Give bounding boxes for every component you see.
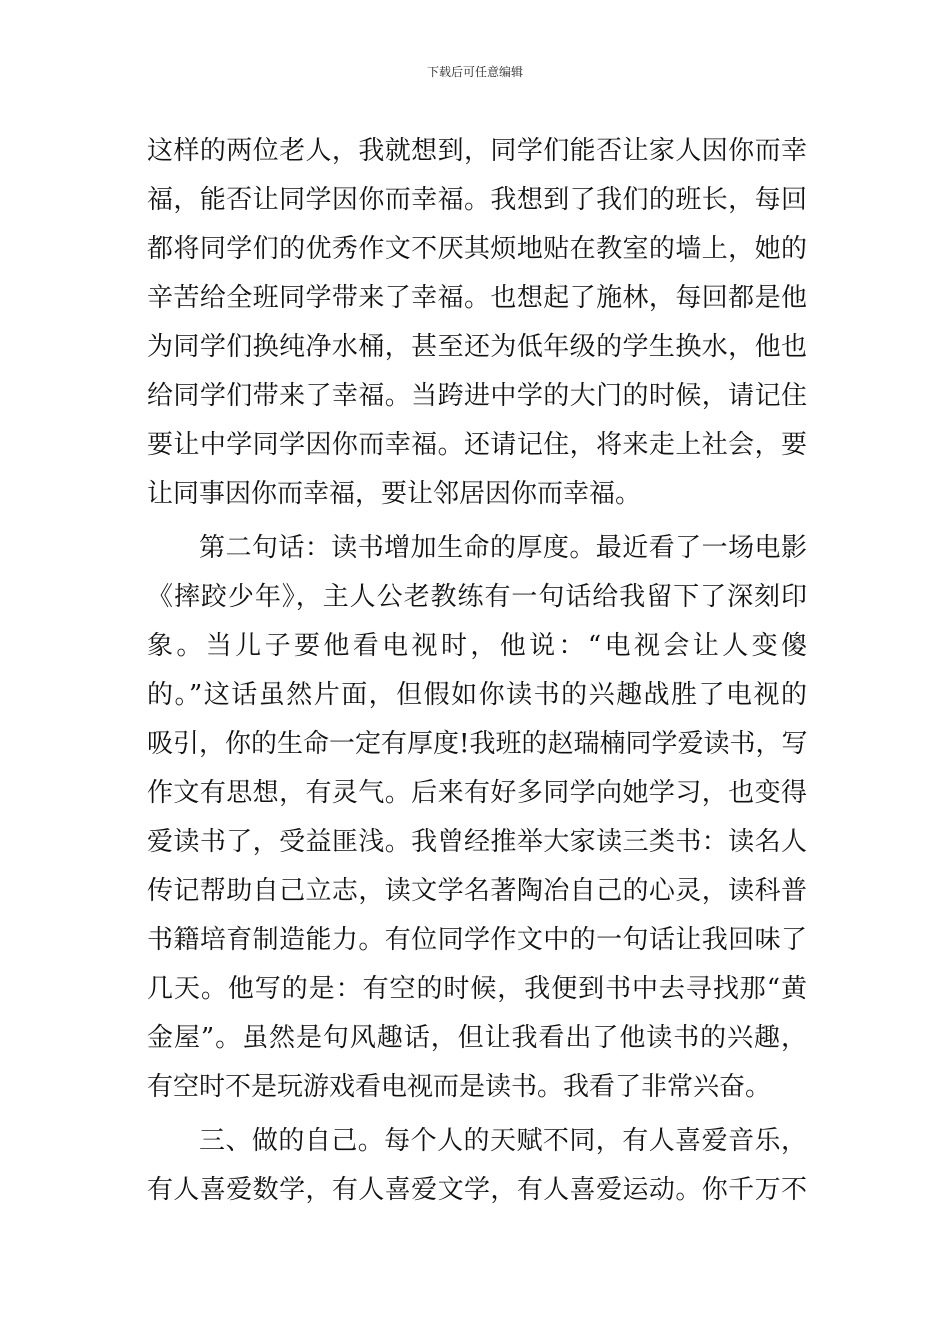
text-line: 书籍培育制造能力。有位同学作文中的一句话让我回味了 [147,925,807,955]
text-line: 这样的两位老人，我就想到，同学们能否让家人因你而幸 [147,136,807,166]
text-line: 爱读书了，受益匪浅。我曾经推举大家读三类书：读名人 [147,827,807,857]
text-line: 象。当儿子要他看电视时，他说：“电视会让人变傻 [147,631,807,661]
text-line: 作文有思想，有灵气。后来有好多同学向她学习，也变得 [147,778,807,808]
text-line: 让同事因你而幸福，要让邻居因你而幸福。 [147,479,642,509]
text-line: 几天。他写的是：有空的时候，我便到书中去寻找那“黄 [147,974,807,1004]
text-line: 要让中学同学因你而幸福。还请记住，将来走上社会，要 [147,430,807,460]
text-line: 辛苦给全班同学带来了幸福。也想起了施林，每回都是他 [147,283,807,313]
paragraph-start-line: 第二句话：读书增加生命的厚度。最近看了一场电影 [199,533,807,563]
text-line: 吸引，你的生命一定有厚度!我班的赵瑞楠同学爱读书，写 [147,729,807,759]
text-line: 传记帮助自己立志，读文学名著陶冶自己的心灵，读科普 [147,876,807,906]
page-header: 下载后可任意编辑 [426,65,523,79]
text-line: 都将同学们的优秀作文不厌其烦地贴在教室的墙上，她的 [147,234,807,264]
text-line: 有空时不是玩游戏看电视而是读书。我看了非常兴奋。 [147,1072,772,1102]
text-line: 给同学们带来了幸福。当跨进中学的大门的时候，请记住 [147,381,807,411]
paragraph-start-line: 三、做的自己。每个人的天赋不同，有人喜爱音乐， [199,1126,807,1156]
text-line: 福，能否让同学因你而幸福。我想到了我们的班长，每回 [147,185,807,215]
text-line: 为同学们换纯净水桶，甚至还为低年级的学生换水，他也 [147,332,807,362]
text-line: 有人喜爱数学，有人喜爱文学，有人喜爱运动。你千万不 [147,1175,807,1205]
text-line: 的。”这话虽然片面，但假如你读书的兴趣战胜了电视的 [147,680,807,710]
text-line: 金屋”。虽然是句风趣话，但让我看出了他读书的兴趣， [147,1023,807,1053]
text-line: 《摔跤少年》，主人公老教练有一句话给我留下了深刻印 [147,582,807,612]
